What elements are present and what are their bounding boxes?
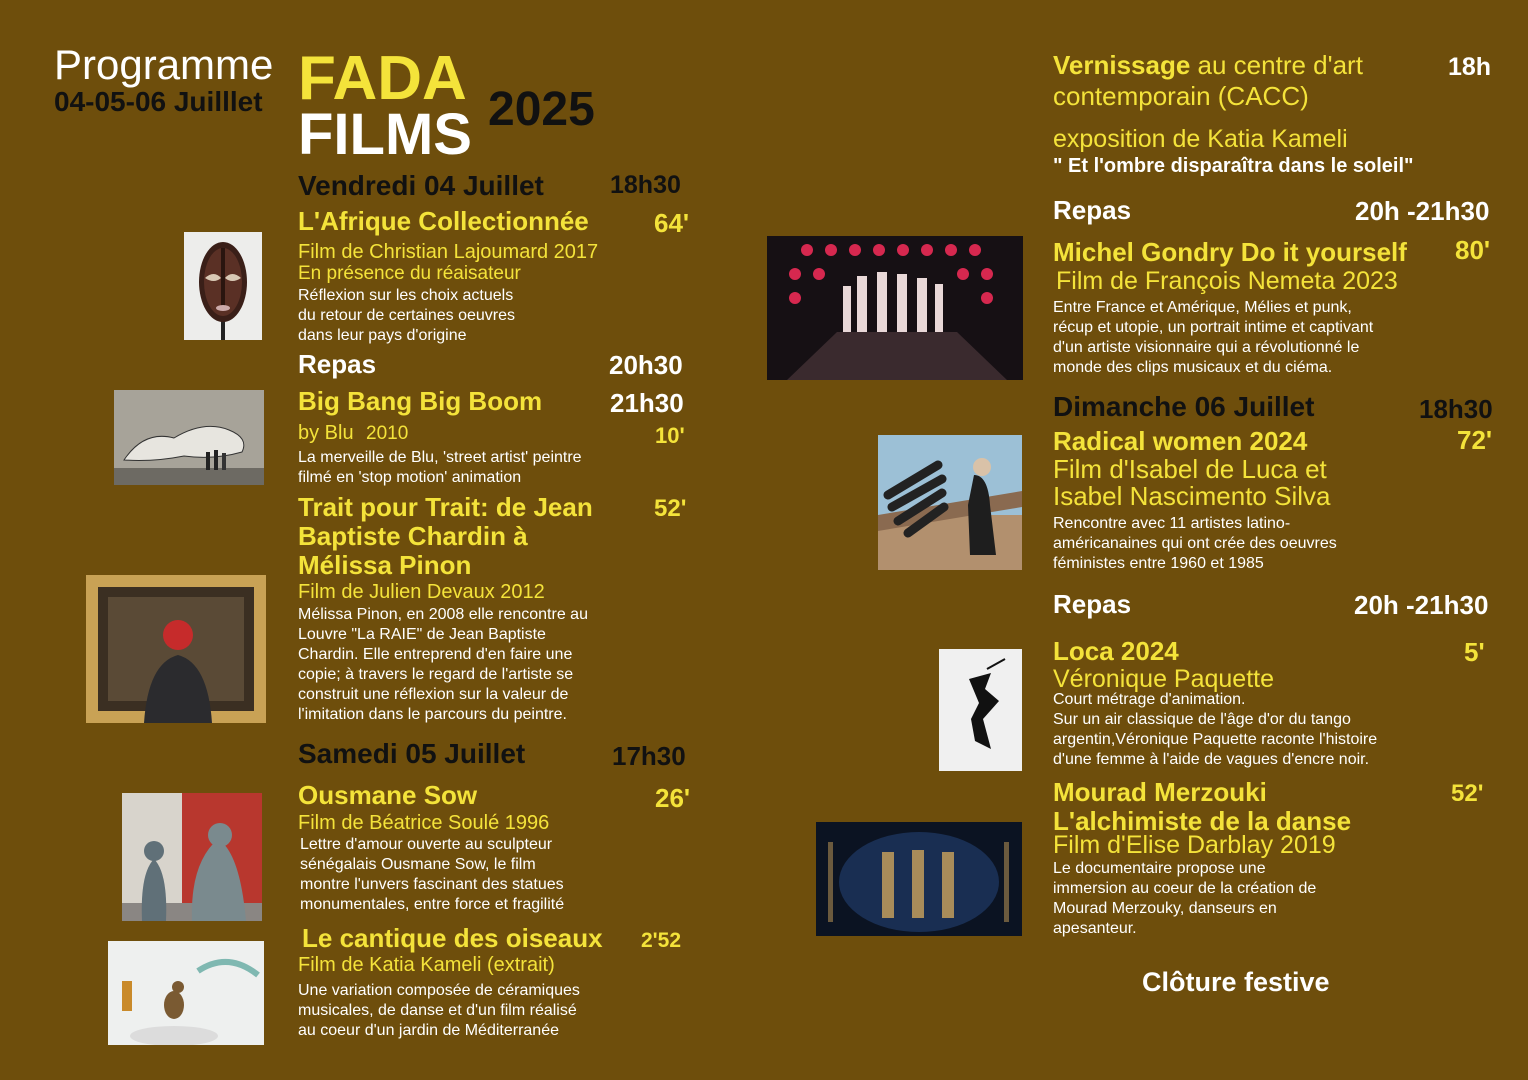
loca-icon xyxy=(939,649,1022,771)
friday-heading: Vendredi 04 Juillet xyxy=(298,170,544,201)
vernissage-bold: Vernissage xyxy=(1053,50,1191,80)
film-credit-loca: Véronique Paquette xyxy=(1053,665,1275,693)
film-credit-trait: Film de Julien Devaux 2012 xyxy=(298,581,545,603)
radical-women-image xyxy=(878,435,1022,570)
street-art-image xyxy=(114,390,264,485)
dance-stage-image xyxy=(816,822,1022,936)
film-credit-gondry: Film de François Nemeta 2023 xyxy=(1056,267,1398,295)
film-duration-loca: 5' xyxy=(1464,637,1485,667)
festival-year: 2025 xyxy=(488,83,595,136)
film-desc-cantique: Une variation composée de céramiques musicales, de danse et d'un film réalisé au coeur d'un jardin de Méditerranée xyxy=(298,982,580,1039)
film-credit-bigbang-by: by Blu xyxy=(298,422,354,444)
sunday-time: 18h30 xyxy=(1419,394,1493,424)
film-duration-gondry: 80' xyxy=(1455,235,1491,265)
vernissage-time: 18h xyxy=(1448,53,1492,81)
sunday-meal-time: 20h -21h30 xyxy=(1354,590,1489,620)
painting-icon xyxy=(86,575,266,723)
film-duration-bigbang: 10' xyxy=(655,423,685,448)
film-title-radical: Radical women 2024 xyxy=(1053,426,1308,456)
film-title-merzouki: Mourad Merzouki L'alchimiste de la danse xyxy=(1053,777,1352,836)
film-credit-cantique: Film de Katia Kameli (extrait) xyxy=(298,954,555,976)
radical-women-icon xyxy=(878,435,1022,570)
film-duration-trait: 52' xyxy=(654,495,687,522)
film-title-cantique: Le cantique des oiseaux xyxy=(302,923,603,953)
sculpture-icon xyxy=(122,793,262,921)
friday-meal-time: 20h30 xyxy=(609,350,683,380)
street-art-icon xyxy=(114,390,264,485)
film-title-ousmane: Ousmane Sow xyxy=(298,780,478,810)
film-desc-radical: Rencontre avec 11 artistes latino- américanaines qui ont crée des oeuvres féministes entre 1960 et 1985 xyxy=(1053,515,1337,572)
film-desc-gondry: Entre France et Amérique, Mélies et punk, récup et utopie, un portrait intime et captivant d'un artiste visionnaire qui a révolutionné le monde des clips musicaux et du ciéma. xyxy=(1053,299,1374,376)
film-title-afrique: L'Afrique Collectionnée xyxy=(298,206,589,236)
film-title-bigbang: Big Bang Big Boom xyxy=(298,386,543,416)
gondry-image xyxy=(767,236,1023,380)
film-title-trait: Trait pour Trait: de Jean Baptiste Chardin à Mélissa Pinon xyxy=(298,492,593,580)
sunday-meal-label: Repas xyxy=(1053,589,1132,619)
film-desc-bigbang: La merveille de Blu, 'street artist' peintre filmé en 'stop motion' animation xyxy=(298,449,582,486)
film-desc-trait: Mélissa Pinon, en 2008 elle rencontre au Louvre "La RAIE" de Jean Baptiste Chardin. Elle entreprend d'en faire une copie; à travers le regard de l'artiste se construit une réflexion sur la valeur de l'imitation dans le parcours du peintre. xyxy=(298,606,588,723)
ceramic-birds-image xyxy=(108,941,264,1045)
film-desc-ousmane: Lettre d'amour ouverte au sculpteur sénégalais Ousmane Sow, le film montre l'unvers fascinant des statues monumentales, entre force et fragilité xyxy=(300,836,565,913)
film-credit-radical: Film d'Isabel de Luca et Isabel Nascimento Silva xyxy=(1053,454,1331,511)
film-credit-bigbang-year: 2010 xyxy=(366,423,409,444)
mask-icon xyxy=(184,232,262,340)
programme-label: Programme xyxy=(54,41,274,88)
vernissage-title xyxy=(1053,50,1363,112)
mask-image xyxy=(184,232,262,340)
film-presence-afrique: En présence du réaisateur xyxy=(298,263,521,284)
festival-name-fada: FADA xyxy=(298,44,467,113)
friday-meal-label: Repas xyxy=(298,349,377,379)
festival-name-films: FILMS xyxy=(298,102,472,167)
film-duration-cantique: 2'52 xyxy=(641,929,682,952)
saturday-time: 17h30 xyxy=(612,741,686,771)
ceramic-birds-icon xyxy=(108,941,264,1045)
film-title-gondry: Michel Gondry Do it yourself xyxy=(1053,237,1407,267)
film-desc-merzouki: Le documentaire propose une immersion au coeur de la création de Mourad Merzouky, danseurs en apesanteur. xyxy=(1053,860,1317,937)
film-desc-afrique: Réflexion sur les choix actuels du retour de certaines oeuvres dans leur pays d'origine xyxy=(298,287,516,344)
closing-label: Clôture festive xyxy=(1142,967,1330,997)
gondry-icon xyxy=(767,236,1023,380)
film-credit-merzouki: Film d'Elise Darblay 2019 xyxy=(1053,831,1336,859)
film-time-bigbang: 21h30 xyxy=(610,388,684,418)
exhibition-quote: " Et l'ombre disparaîtra dans le soleil" xyxy=(1053,155,1414,177)
saturday-meal-label: Repas xyxy=(1053,195,1132,225)
dance-stage-icon xyxy=(816,822,1022,936)
film-credit-afrique: Film de Christian Lajoumard 2017 xyxy=(298,241,599,263)
festival-dates: 04-05-06 Juilllet xyxy=(54,86,263,117)
sunday-heading: Dimanche 06 Juillet xyxy=(1053,391,1315,422)
film-duration-afrique: 64' xyxy=(654,208,690,238)
saturday-meal-time: 20h -21h30 xyxy=(1355,196,1490,226)
saturday-heading: Samedi 05 Juillet xyxy=(298,738,526,769)
friday-time: 18h30 xyxy=(610,171,681,199)
film-title-loca: Loca 2024 xyxy=(1053,636,1179,666)
sculpture-image xyxy=(122,793,262,921)
exhibition-label: exposition de Katia Kameli xyxy=(1053,125,1348,153)
film-desc-loca: Court métrage d'animation. Sur un air classique de l'âge d'or du tango argentin,Véronique Paquette raconte l'histoire d'une femme à l'aide de vagues d'encre noir. xyxy=(1053,691,1378,768)
film-duration-merzouki: 52' xyxy=(1451,780,1484,807)
vernissage-rest: au centre d'art contemporain (CACC) xyxy=(1053,50,1363,111)
loca-image xyxy=(939,649,1022,771)
painting-image xyxy=(86,575,266,723)
film-duration-radical: 72' xyxy=(1457,425,1493,455)
film-credit-ousmane: Film de Béatrice Soulé 1996 xyxy=(298,812,550,834)
film-duration-ousmane: 26' xyxy=(655,783,691,813)
